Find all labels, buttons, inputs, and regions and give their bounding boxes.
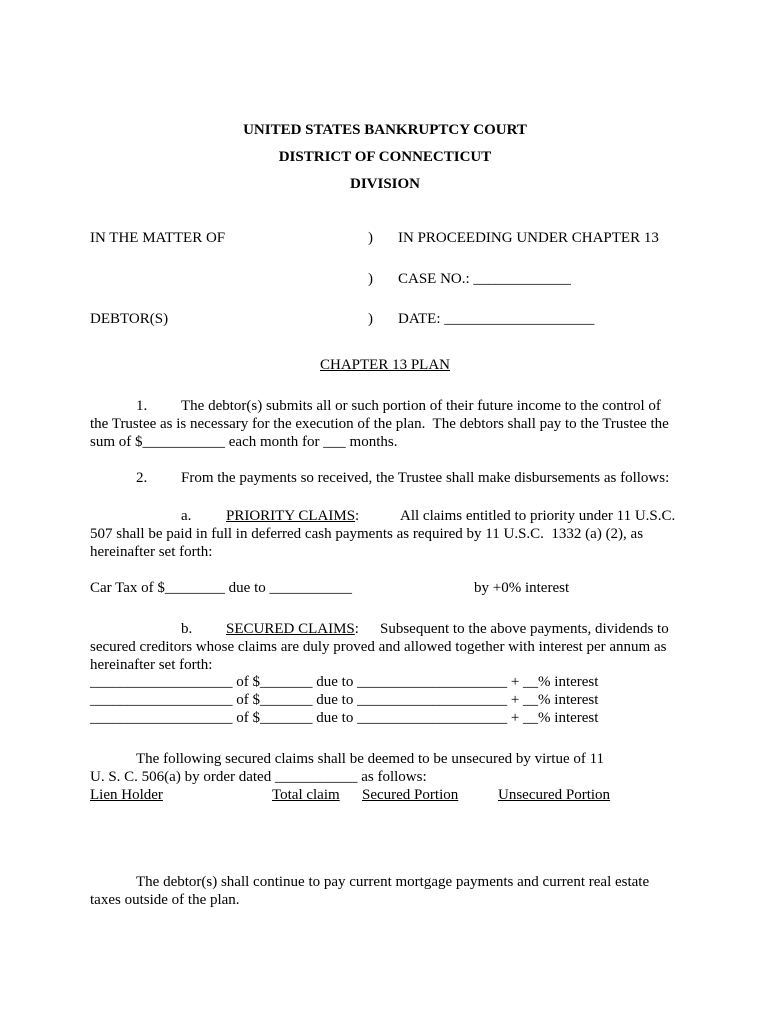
para1-line: the Trustee as is necessary for the execution of the plan. The debtors shall pay to the Trustee the bbox=[90, 416, 669, 432]
priority-line: hereinafter set forth: bbox=[90, 544, 213, 560]
priority-line: All claims entitled to priority under 11 U.S.C. bbox=[400, 508, 676, 524]
secured-claim-row: ___________________ of $_______ due to ____________________ + __% interest bbox=[90, 674, 599, 690]
column-unsecured-portion: Unsecured Portion bbox=[498, 787, 611, 803]
para1-line: sum of $___________ each month for ___ months. bbox=[90, 434, 398, 450]
priority-letter: a. bbox=[181, 508, 192, 524]
debtor-label: DEBTOR(S) bbox=[90, 311, 169, 327]
priority-colon: : bbox=[355, 508, 360, 524]
secured-line: hereinafter set forth: bbox=[90, 657, 213, 673]
matter-label: IN THE MATTER OF bbox=[90, 230, 226, 246]
caption-paren: ) bbox=[368, 230, 373, 246]
secured-heading bbox=[226, 620, 359, 638]
court-heading: UNITED STATES BANKRUPTCY COURT bbox=[243, 122, 527, 138]
unsecured-line: The following secured claims shall be deemed to be unsecured by virtue of 11 bbox=[136, 751, 605, 767]
secured-colon: : bbox=[354, 621, 359, 637]
proceeding-label: IN PROCEEDING UNDER CHAPTER 13 bbox=[398, 230, 659, 246]
division-heading: DIVISION bbox=[349, 176, 421, 192]
secured-claim-row: ___________________ of $_______ due to ____________________ + __% interest bbox=[90, 710, 599, 726]
caption-paren: ) bbox=[368, 311, 373, 327]
secured-line: Subsequent to the above payments, dividends to bbox=[380, 621, 669, 637]
column-secured-portion: Secured Portion bbox=[362, 787, 459, 803]
district-heading: DISTRICT OF CONNECTICUT bbox=[278, 149, 492, 165]
car-tax-interest: by +0% interest bbox=[474, 580, 570, 596]
plan-title: CHAPTER 13 PLAN bbox=[319, 357, 450, 373]
case-number-field: CASE NO.: _____________ bbox=[398, 271, 571, 287]
secured-letter: b. bbox=[181, 621, 193, 637]
mortgage-line: The debtor(s) shall continue to pay current mortgage payments and current real estate bbox=[136, 874, 650, 890]
date-field: DATE: ____________________ bbox=[398, 311, 595, 327]
column-total-claim: Total claim bbox=[272, 787, 340, 803]
secured-claim-row: ___________________ of $_______ due to ____________________ + __% interest bbox=[90, 692, 599, 708]
secured-heading-text: SECURED CLAIMS bbox=[226, 621, 355, 637]
car-tax-line: Car Tax of $________ due to ___________ bbox=[90, 580, 352, 596]
para2-number: 2. bbox=[136, 470, 148, 486]
priority-heading bbox=[226, 507, 359, 525]
para1-number: 1. bbox=[136, 398, 148, 414]
caption-paren: ) bbox=[368, 271, 373, 287]
para2-text: From the payments so received, the Trustee shall make disbursements as follows: bbox=[181, 470, 670, 486]
priority-line: 507 shall be paid in full in deferred cash payments as required by 11 U.S.C. 1332 (a) (2), as bbox=[90, 526, 644, 542]
secured-line: secured creditors whose claims are duly proved and allowed together with interest per annum as bbox=[90, 639, 667, 655]
para1-line: The debtor(s) submits all or such portion of their future income to the control of bbox=[181, 398, 661, 414]
mortgage-line: taxes outside of the plan. bbox=[90, 892, 240, 908]
unsecured-line: U. S. C. 506(a) by order dated ___________ as follows: bbox=[90, 769, 427, 785]
column-lien-holder: Lien Holder bbox=[90, 787, 163, 803]
priority-heading-text: PRIORITY CLAIMS bbox=[226, 508, 356, 524]
